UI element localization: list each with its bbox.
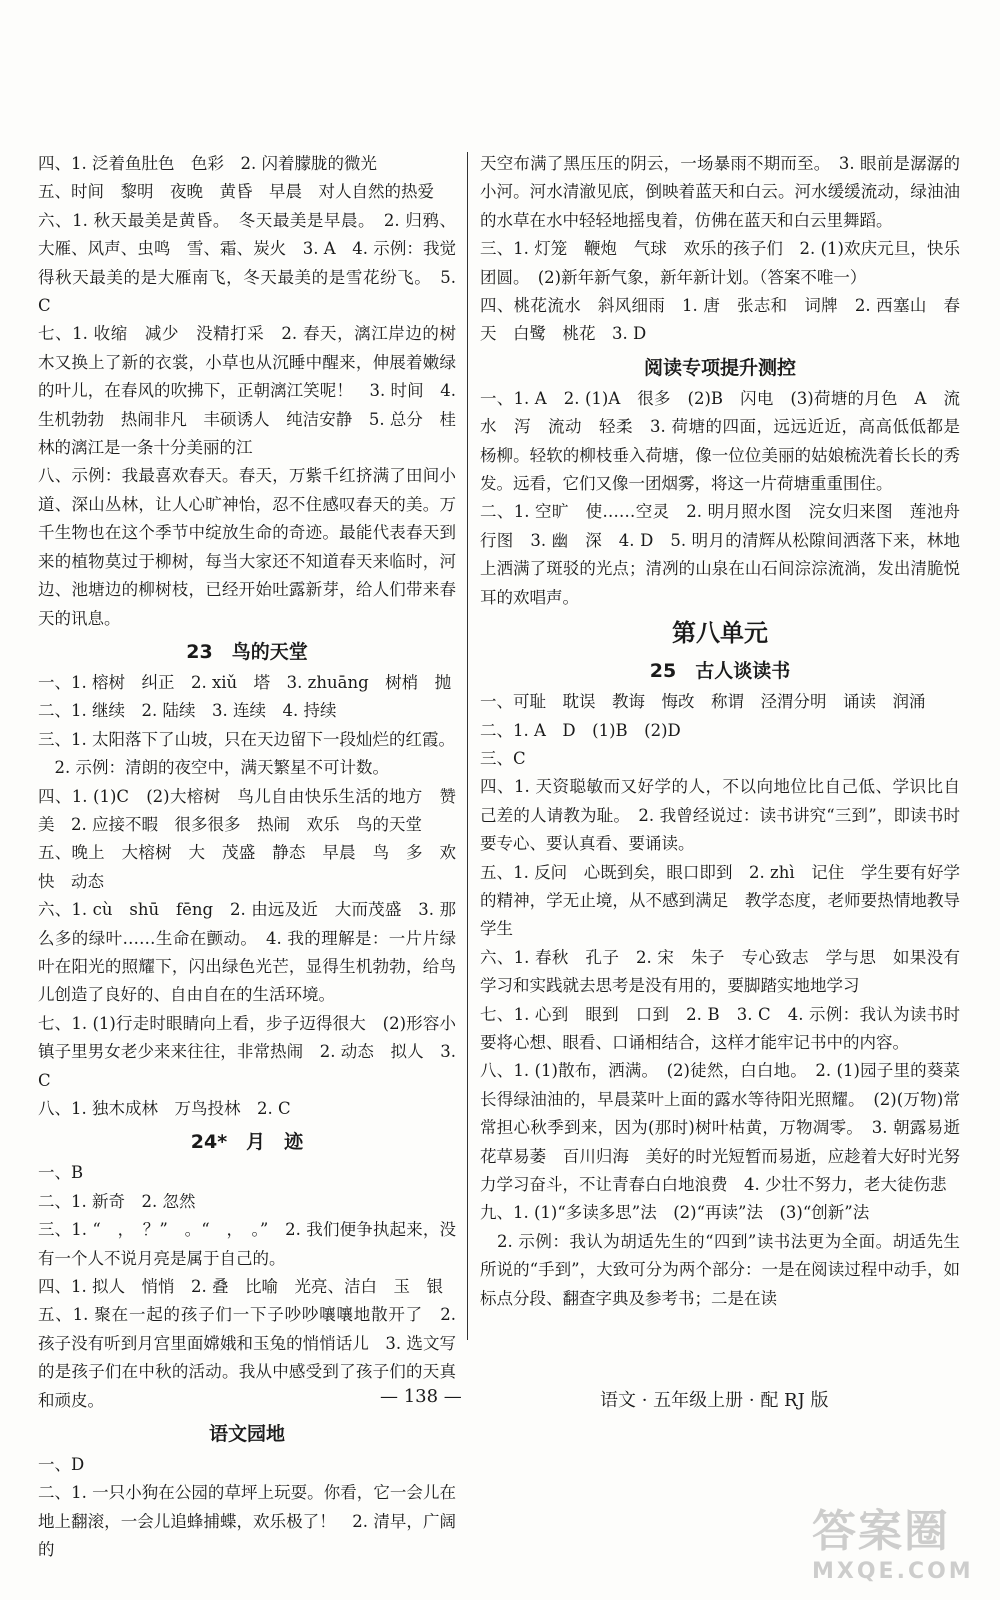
answer-paragraph: 三、1. 太阳落下了山坡，只在天边留下一段灿烂的红霞。: [38, 729, 455, 749]
answer-paragraph: 五、晚上 大榕树 大 茂盛 静态 早晨 鸟 多 欢快 动态: [38, 843, 456, 891]
answer-paragraph: 五、1. 聚在一起的孩子们一下子吵吵嚷嚷地散开了 2. 孩子没有听到月宫里面嫦娥和玉兔的悄悄话儿 3. 选文写的是孩子们在中秋的活动。我从中感受到了孩子们的天真和顽皮。: [38, 1305, 456, 1410]
answer-paragraph: 二、1. 新奇 2. 忽然: [38, 1191, 196, 1211]
answer-paragraph: 六、1. cù shū fēng 2. 由远及近 大而茂盛 3. 那么多的绿叶……生命在颤动。 4. 我的理解是：一片片绿叶在阳光的照耀下，闪出绿色光芒，显得生机勃勃，给鸟儿创造了良好的、自由自在的生活环境。: [38, 900, 456, 1005]
answer-paragraph: 一、D: [38, 1455, 85, 1475]
section-heading: 23 鸟的天堂: [186, 640, 308, 663]
section-heading: 25 古人谈读书: [649, 660, 791, 683]
answer-paragraph: 三、1. 灯笼 鞭炮 气球 欢乐的孩子们 2. (1)欢庆元旦，快乐团圆。 (2)新年新气象，新年新计划。（答案不唯一）: [480, 239, 960, 287]
answer-paragraph: 三、1. “ ， ？” 。“ ， 。” 2. 我们便争执起来，没有一个人不说月亮是属于自己的。: [38, 1220, 456, 1268]
answer-paragraph: 四、1. (1)C (2)大榕树 鸟儿自由快乐生活的地方 赞美 2. 应接不暇 很多很多 热闹 欢乐 鸟的天堂: [38, 786, 456, 834]
watermark-logo: [812, 1495, 982, 1591]
watermark-line1: 答案圈: [812, 1506, 950, 1557]
section-heading: 阅读专项提升测控: [643, 356, 796, 379]
edition-label: 语文 · 五年级上册 · 配 RJ 版: [600, 1390, 829, 1411]
answer-paragraph: 七、1. 收缩 减少 没精打采 2. 春天，漓江岸边的树木又换上了新的衣裳，小草也从沉睡中醒来，伸展着嫩绿的叶儿，在春风的吹拂下，正朝漓江笑呢！ 3. 时间 4. 生机勃勃 热闹非凡 丰硕诱人 纯洁安静 5. 总分 桂林的漓江是一条十分美丽的江: [38, 324, 456, 458]
answer-paragraph: 二、1. 一只小狗在公园的草坪上玩耍。你看，它一会儿在地上翻滚，一会儿追蜂捕蝶，欢乐极了！ 2. 清早，广阔的: [38, 1483, 456, 1560]
left-column: [38, 150, 456, 1565]
column-divider: [467, 152, 468, 1340]
answer-paragraph: 六、1. 秋天最美是黄昏。 冬天最美是早晨。 2. 归鸦、大雁、风声、虫鸣 雪、霜、炭火 3. A 4. 示例：我觉得秋天最美的是大雁南飞，冬天最美的是雪花纷飞。 5. C: [38, 210, 456, 316]
watermark-line2: MXQE.COM: [812, 1559, 974, 1584]
answer-paragraph: 四、1. 泛着鱼肚色 色彩 2. 闪着朦胧的微光: [38, 154, 394, 173]
answer-paragraph: 一、1. 榕树 纠正 2. xiǔ 塔 3. zhuāng 树梢 抛: [38, 672, 452, 692]
answer-paragraph: 四、1. 拟人 悄悄 2. 叠 比喻 光亮、洁白 玉 银: [38, 1277, 443, 1297]
answer-paragraph: 五、1. 反问 心既到矣，眼口即到 2. zhì 记住 学生要有好学的精神，学无止境，从不感到满足 教学态度，老师要热情地教导学生: [480, 862, 960, 939]
answer-paragraph: 八、示例：我最喜欢春天。春天，万紫千红挤满了田间小道、深山丛林，让人心旷神怡，忍不住感叹春天的美。万千生物也在这个季节中绽放生命的奇迹。最能代表春天到来的植物莫过于柳树，每当大家还不知道春天来临时，河边、池塘边的柳树枝，已经开始吐露新芽，给人们带来春天的讯息。: [38, 466, 456, 628]
answer-paragraph: 一、1. A 2. (1)A 很多 (2)B 闪电 (3)荷塘的月色 A 流水 泻 流动 轻柔 3. 荷塘的四面，远远近近，高高低低都是杨柳。轻软的柳枝垂入荷塘，像一位位美丽的姑娘梳洗着长长的秀发。远看，它们又像一团烟雾，将这一片荷塘重重围住。: [480, 388, 960, 494]
page-number: — 138 —: [380, 1386, 462, 1407]
answer-paragraph: 八、1. (1)散布，洒满。 (2)徒然，白白地。 2. (1)园子里的葵菜长得绿油油的，早晨菜叶上面的露水等待阳光照耀。 (2)(万物)常常担心秋季到来，因为(那时)树叶枯黄，万物凋零。 3. 朝露易逝 花草易萎 百川归海 美好的时光短暂而易逝，应趁着大好时光努力学习奋斗，不让青春白白地浪费 4. 少壮不努力，老大徒伤悲: [480, 1061, 977, 1194]
answer-paragraph: 2. 示例：清朗的夜空中，满天繁星不可计数。: [38, 758, 389, 778]
answer-paragraph: 七、1. (1)行走时眼睛向上看，步子迈得很大 (2)形容小镇子里男女老少来来往往，非常热闹 2. 动态 拟人 3. C: [38, 1013, 456, 1090]
answer-paragraph: 三、C: [480, 748, 526, 768]
answer-paragraph: 五、时间 黎明 夜晚 黄昏 早晨 对人自然的热爱: [38, 182, 434, 202]
answer-paragraph: 二、1. A D (1)B (2)D: [480, 720, 681, 740]
answer-paragraph: 六、1. 春秋 孔子 2. 宋 朱子 专心致志 学与思 如果没有学习和实践就去思考是没有用的，要脚踏实地地学习: [480, 947, 960, 996]
answer-paragraph: 九、1. (1)“多读多思”法 (2)“再读”法 (3)“创新”法: [480, 1203, 870, 1223]
answer-paragraph: 七、1. 心到 眼到 口到 2. B 3. C 4. 示例：我认为读书时要将心想、眼看、口诵相结合，这样才能牢记书中的内容。: [480, 1004, 960, 1052]
answer-paragraph: 八、1. 独木成林 万鸟投林 2. C: [38, 1099, 291, 1118]
answer-paragraph: 一、B: [38, 1163, 84, 1183]
answer-paragraph: 四、桃花流水 斜风细雨 1. 唐 张志和 词牌 2. 西塞山 春天 白鹭 桃花 3. D: [480, 296, 960, 344]
section-heading: 24* 月 迹: [190, 1131, 304, 1154]
answer-paragraph: 二、1. 继续 2. 陆续 3. 连续 4. 持续: [38, 701, 337, 721]
unit-heading: 第八单元: [672, 619, 768, 648]
answer-paragraph: 二、1. 空旷 使……空灵 2. 明月照水图 浣女归来图 莲池舟行图 3. 幽 深 4. D 5. 明月的清辉从松隙间洒落下来，林地上洒满了斑驳的光点；清冽的山泉在山石间淙淙流淌，发出清脆悦耳的欢唱声。: [480, 502, 960, 607]
answer-paragraph: 天空布满了黑压压的阴云，一场暴雨不期而至。 3. 眼前是潺潺的小河。河水清澈见底，倒映着蓝天和白云。河水缓缓流动，绿油油的水草在水中轻轻地摇曳着，仿佛在蓝天和白云里舞蹈。: [480, 154, 960, 230]
answer-paragraph: 2. 示例：我认为胡适先生的“四到”读书法更为全面。胡适先生所说的“手到”，大致可分为两个部分：一是在阅读过程中动手，如标点分段、翻查字典及参考书；二是在读: [480, 1231, 960, 1308]
section-heading: 语文园地: [208, 1423, 285, 1446]
answer-paragraph: 一、可耻 耽误 教诲 悔改 称谓 泾渭分明 诵读 润涌: [480, 692, 926, 712]
answer-paragraph: 四、1. 天资聪敏而又好学的人，不以向地位比自己低、学识比自己差的人请教为耻。 2. 我曾经说过：读书讲究“三到”，即读书时要专心、要认真看、要诵读。: [480, 777, 960, 854]
right-column: [480, 150, 977, 1313]
